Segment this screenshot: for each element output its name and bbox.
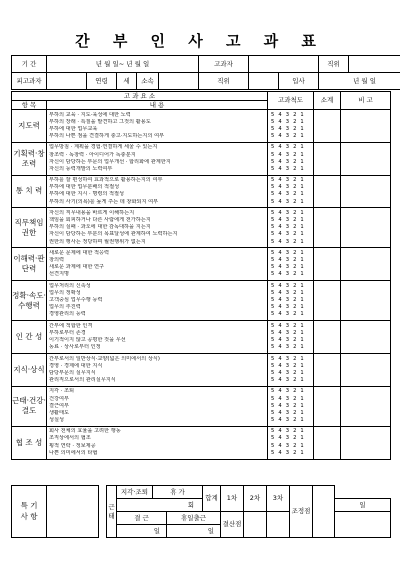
criterion-item: 자신이 담당하는 부분의 목표달성에 관계하여 노력하는지: [49, 231, 178, 238]
rating-options[interactable]: 5 4 3 2 1: [271, 449, 305, 456]
category-label: 이해력·판단력: [12, 248, 47, 281]
criterion-item: 선견지명: [49, 271, 70, 278]
category-row: [12, 426, 391, 459]
remark-cell[interactable]: [341, 248, 391, 281]
criterion-item: 자신의 능력개발의 노력여부: [49, 165, 113, 172]
rating-options[interactable]: 5 4 3 2 1: [271, 435, 305, 442]
rating-options[interactable]: 5 4 3 2 1: [271, 249, 305, 256]
category-label: 정확·속도·수행력: [12, 281, 47, 321]
join-value[interactable]: 년 월 일: [319, 73, 400, 90]
rating-options[interactable]: 5 4 3 2 1: [271, 388, 305, 395]
category-items: [47, 248, 268, 281]
vacation-label: 휴 가: [153, 486, 203, 499]
category-items: [47, 386, 268, 426]
period-label: 기 간: [12, 56, 47, 73]
subtotal-cell[interactable]: [314, 208, 341, 248]
form-title: 간 부 인 사 고 과 표: [75, 32, 325, 50]
remark-cell[interactable]: [341, 142, 391, 175]
criterion-item: 건강여부: [49, 395, 70, 402]
criterion-item: 자신이 담당하는 부문의 업무개선 · 합리화에 관계한지: [49, 158, 171, 165]
rating-options[interactable]: 5 4 3 2 1: [271, 442, 305, 449]
item-header: 항 목: [12, 101, 47, 110]
rating-options[interactable]: 5 4 3 2 1: [271, 184, 305, 191]
category-items: [47, 142, 268, 175]
remark-cell[interactable]: [341, 208, 391, 248]
attendance-label-text: 근 태: [108, 502, 115, 520]
remark-cell[interactable]: [341, 426, 391, 459]
rating-scale: [268, 386, 314, 426]
criterion-item: 업무처리의 신속성: [49, 282, 91, 289]
criterion-item: 부하의 사기(의욕)를 높게 주는 데 창화되지 여부: [49, 198, 159, 205]
rating-options[interactable]: 5 4 3 2 1: [271, 158, 305, 165]
criterion-item: 간부로서의 일반상식·교양(넓은 의미에서의 상식): [49, 355, 160, 362]
category-items: [47, 175, 268, 208]
category-row: [12, 110, 391, 143]
criterion-item: 고객중심 업무수행 능력: [49, 297, 103, 304]
category-row: [12, 353, 391, 386]
info-table: [11, 55, 400, 90]
remark-cell[interactable]: [341, 281, 391, 321]
rating-options[interactable]: 5 4 3 2 1: [271, 238, 305, 245]
subtotal-cell[interactable]: [314, 386, 341, 426]
subtotal-cell[interactable]: [314, 353, 341, 386]
rating-options[interactable]: 5 4 3 2 1: [271, 409, 305, 416]
rating-scale: [268, 110, 314, 143]
rating-options[interactable]: 5 4 3 2 1: [271, 282, 305, 289]
category-items: [47, 208, 268, 248]
rating-options[interactable]: 5 4 3 2 1: [271, 369, 305, 376]
category-row: [12, 175, 391, 208]
rating-options[interactable]: 5 4 3 2 1: [271, 191, 305, 198]
criterion-item: 업무의 추진력: [49, 304, 81, 311]
rating-options[interactable]: 5 4 3 2 1: [271, 118, 305, 125]
criterion-item: 부하에 대한 지시 · 명령의 적절성: [49, 191, 125, 198]
rating-options[interactable]: 5 4 3 2 1: [271, 297, 305, 304]
category-items: [47, 110, 268, 143]
criterion-item: 업무방침 · 계획을 경험·연결하게 세울 수 있는지: [49, 144, 158, 151]
category-items: [47, 353, 268, 386]
subtotal-cell[interactable]: [314, 110, 341, 143]
category-row: [12, 386, 391, 426]
rating-scale: [268, 142, 314, 175]
rating-options[interactable]: 5 4 3 2 1: [271, 377, 305, 384]
dept-value[interactable]: [159, 73, 199, 90]
category-items: [47, 321, 268, 354]
rating-options[interactable]: 5 4 3 2 1: [271, 133, 305, 140]
category-label: 지도력: [12, 110, 47, 143]
first-label: 1차: [221, 486, 244, 512]
category-label: 인 간 성: [12, 321, 47, 354]
evaluation-table: [11, 91, 391, 460]
rating-options[interactable]: 5 4 3 2 1: [271, 304, 305, 311]
subtotal-cell[interactable]: [314, 281, 341, 321]
attendance-label: [107, 486, 117, 538]
summary-table: [11, 485, 391, 538]
notes-label: [12, 486, 47, 538]
criterion-item: 조직상에서의 협조: [49, 435, 91, 442]
elements-header: 고 과 요 소: [12, 92, 268, 101]
category-row: [12, 208, 391, 248]
rating-options[interactable]: 5 4 3 2 1: [271, 289, 305, 296]
total-label: 합계: [203, 486, 221, 512]
rating-options[interactable]: 5 4 3 2 1: [271, 111, 305, 118]
times-label[interactable]: 회: [117, 499, 203, 512]
criterion-item: 경영관리의 능력: [49, 311, 86, 318]
remark-cell[interactable]: [341, 386, 391, 426]
criterion-item: 관리직으로서의 관리실무지식: [49, 377, 116, 384]
third-label: 3차: [267, 486, 290, 512]
rating-options[interactable]: 5 4 3 2 1: [271, 257, 305, 264]
absence-label: 결 근: [117, 512, 167, 525]
criterion-item: 지각 · 조퇴: [49, 388, 74, 395]
criterion-item: 부하의 실패 · 과오에 대한 감독대하을 지는지: [49, 224, 151, 231]
criterion-item: 성실성: [49, 417, 65, 424]
rating-options[interactable]: 5 4 3 2 1: [271, 177, 305, 184]
grade-header: 고과척도: [268, 92, 314, 110]
rating-options[interactable]: 5 4 3 2 1: [271, 224, 305, 231]
rating-options[interactable]: 5 4 3 2 1: [271, 337, 305, 344]
category-label: 지식·상식: [12, 353, 47, 386]
category-row: [12, 281, 391, 321]
rating-options[interactable]: 5 4 3 2 1: [271, 355, 305, 362]
criterion-item: 업무의 정확성: [49, 289, 81, 296]
second-score[interactable]: [267, 512, 290, 538]
category-label: 직무책임권한: [12, 208, 47, 248]
rating-options[interactable]: 5 4 3 2 1: [271, 217, 305, 224]
criterion-item: 동료 · 상사로부터 인정: [49, 344, 101, 351]
rating-scale: [268, 175, 314, 208]
ratee-value[interactable]: [47, 73, 87, 90]
category-label: 기획력·창조력: [12, 142, 47, 175]
criterion-item: 부하를 잘 편성하여 효과적으로 활용하는지의 여부: [49, 177, 163, 184]
rating-scale: [268, 281, 314, 321]
rating-options[interactable]: 5 4 3 2 1: [271, 402, 305, 409]
criterion-item: 부하의 나쁜 점을 견결하게 충고·지도하는지의 여부: [49, 133, 165, 140]
criterion-item: 부하에 대한 업무교육: [49, 125, 98, 132]
rating-options[interactable]: 5 4 3 2 1: [271, 231, 305, 238]
criterion-item: 부하로부터 존경: [49, 329, 86, 336]
rating-options[interactable]: 5 4 3 2 1: [271, 271, 305, 278]
criterion-item: 나쁜 의미에서의 타협: [49, 449, 98, 456]
category-label: 통 치 력: [12, 175, 47, 208]
rating-options[interactable]: 5 4 3 2 1: [271, 322, 305, 329]
age-label: 연령: [87, 73, 117, 90]
criterion-item: 새로운 문제에 대한 적응력: [49, 249, 110, 256]
rater-label: 고과자: [199, 56, 249, 73]
decision-label: 결산점: [221, 512, 244, 538]
age-unit[interactable]: 세: [117, 73, 137, 90]
category-label: 협 조 성: [12, 426, 47, 459]
rating-options[interactable]: 5 4 3 2 1: [271, 428, 305, 435]
rating-options[interactable]: 5 4 3 2 1: [271, 395, 305, 402]
subtotal-cell[interactable]: [314, 321, 341, 354]
rating-scale: [268, 426, 314, 459]
criterion-item: 책임을 회피하거나 다른 사람에게 전가하는지: [49, 217, 151, 224]
rating-options[interactable]: 5 4 3 2 1: [271, 362, 305, 369]
category-row: [12, 321, 391, 354]
first-score[interactable]: [244, 512, 267, 538]
ratee-position-label: 직위: [199, 73, 249, 90]
content-header: 내 용: [47, 101, 268, 110]
criterion-item: 새로운 과제에 대한 연구: [49, 264, 105, 271]
criterion-item: 권한의 행사는 정당하며 월권행위가 없는지: [49, 238, 146, 245]
subtotal-cell[interactable]: [314, 426, 341, 459]
rating-options[interactable]: 5 4 3 2 1: [271, 198, 305, 205]
rating-options[interactable]: 5 4 3 2 1: [271, 151, 305, 158]
category-items: [47, 426, 268, 459]
second-label: 2차: [244, 486, 267, 512]
rating-options[interactable]: 5 4 3 2 1: [271, 165, 305, 172]
remark-header: 비 고: [341, 92, 391, 110]
period-value[interactable]: 년 월 일~ 년 월 일: [47, 56, 199, 73]
criterion-item: 횡적 연락 · 정보제공: [49, 442, 96, 449]
criterion-item: 자신의 직무내용을 바르게 이해하는지: [49, 209, 135, 216]
ratee-position-value[interactable]: [249, 73, 279, 90]
adjust-label: [290, 486, 313, 538]
rating-options[interactable]: 5 4 3 2 1: [271, 209, 305, 216]
category-items: [47, 281, 268, 321]
subtotal-cell[interactable]: [314, 142, 341, 175]
criterion-item: 경영 · 경제에 대한 지식: [49, 362, 103, 369]
rater-value[interactable]: [249, 56, 319, 73]
dept-label: 소속: [137, 73, 159, 90]
rating-scale: [268, 321, 314, 354]
rating-scale: [268, 353, 314, 386]
rating-options[interactable]: 5 4 3 2 1: [271, 344, 305, 351]
leave-days[interactable]: 일: [167, 525, 221, 538]
rating-options[interactable]: 5 4 3 2 1: [271, 311, 305, 318]
rater-position-label: 직위: [319, 56, 349, 73]
category-row: [12, 142, 391, 175]
rating-options[interactable]: 5 4 3 2 1: [271, 417, 305, 424]
remark-cell[interactable]: [341, 110, 391, 143]
remark-cell[interactable]: [341, 353, 391, 386]
criterion-item: 부하의 교육 · 지도·육성에 대한 노력: [49, 111, 131, 118]
subtotal-cell[interactable]: [314, 248, 341, 281]
criterion-item: 담당부문의 실무지식: [49, 369, 96, 376]
rating-scale: [268, 248, 314, 281]
remark-cell[interactable]: [341, 321, 391, 354]
days-label[interactable]: 일: [335, 499, 391, 512]
criterion-item: 이기적이지 않고 공평한 것을 우선: [49, 337, 126, 344]
adjust-value[interactable]: [313, 486, 335, 538]
subtotal-header: 소계: [314, 92, 341, 110]
rating-options[interactable]: 5 4 3 2 1: [271, 264, 305, 271]
rating-options[interactable]: 5 4 3 2 1: [271, 144, 305, 151]
notes-value[interactable]: [47, 486, 99, 538]
criterion-item: 부하의 장래 · 특질을 발견하고 그것의 활용도: [49, 118, 151, 125]
late-early-label: 지각·조퇴: [117, 486, 153, 499]
absence-days[interactable]: 일: [117, 525, 167, 538]
criterion-item: 창조력 · 독창력 · 아이디어가 독충분지: [49, 151, 136, 158]
category-label: 근태·건강·결도: [12, 386, 47, 426]
notes-label-text: 특 기 사 항: [20, 501, 38, 521]
category-row: [12, 248, 391, 281]
adjust-label-text: 조정점: [291, 507, 311, 516]
criterion-item: 창의력: [49, 257, 65, 264]
criterion-item: 생활태도: [49, 409, 70, 416]
remark-cell[interactable]: [341, 175, 391, 208]
join-label: 입사: [279, 73, 319, 90]
rating-options[interactable]: 5 4 3 2 1: [271, 125, 305, 132]
leave-label: 휴일출근: [167, 512, 221, 525]
criterion-item: 결근여부: [49, 402, 70, 409]
third-score[interactable]: [335, 512, 391, 538]
rater-position-value[interactable]: [349, 56, 400, 73]
criterion-item: 회사 전체의 효율을 고려한 행동: [49, 428, 121, 435]
criterion-item: 간부에 적합한 인격: [49, 322, 93, 329]
criterion-item: 부하에 대한 업무분배의 적절성: [49, 184, 120, 191]
rating-options[interactable]: 5 4 3 2 1: [271, 329, 305, 336]
rating-scale: [268, 208, 314, 248]
subtotal-cell[interactable]: [314, 175, 341, 208]
ratee-label: 피고과자: [12, 73, 47, 90]
